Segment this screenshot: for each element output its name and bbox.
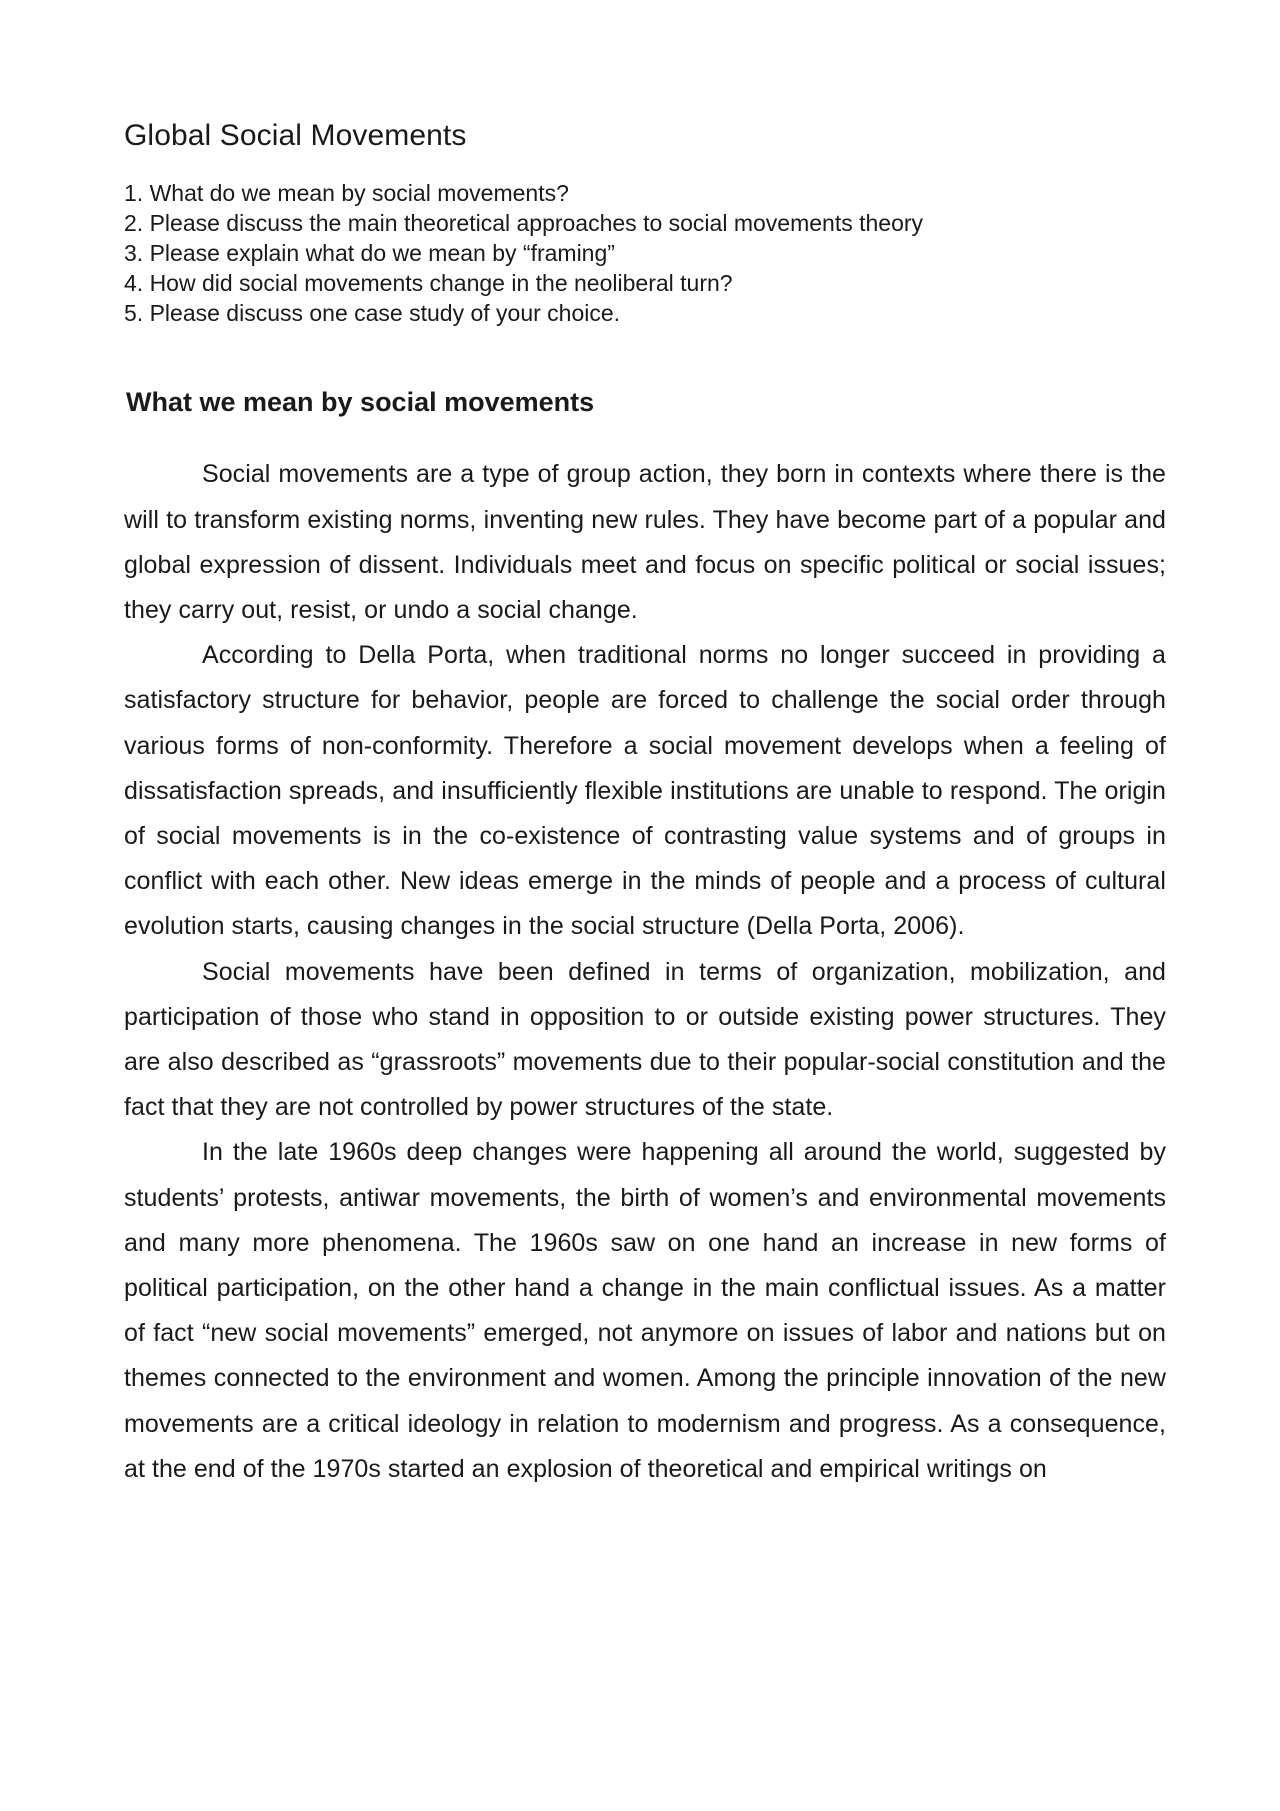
question-item: 3. Please explain what do we mean by “framing” <box>124 240 615 266</box>
question-item: 5. Please discuss one case study of your choice. <box>124 300 621 326</box>
document-title: Global Social Movements <box>124 119 467 152</box>
question-list <box>124 178 1166 328</box>
body-paragraph: Social movements have been defined in terms of organization, mobilization, and participation of those who stand in opposition to or outside existing power structures. They are also described as “grassroots” movements due to their popular-social constitution and the fact that they are not controlled by power structures of the state. <box>124 957 1166 1122</box>
section-heading: What we mean by social movements <box>126 387 595 417</box>
question-item: 4. How did social movements change in the neoliberal turn? <box>124 270 733 296</box>
document-page <box>124 118 1166 1492</box>
section-body <box>124 452 1166 1492</box>
body-paragraph: According to Della Porta, when traditional norms no longer succeed in providing a satisfactory structure for behavior, people are forced to challenge the social order through various forms of non-conformity. Therefore a social movement develops when a feeling of dissatisfaction spreads, and insufficiently flexible institutions are unable to respond. The origin of social movements is in the co-existence of contrasting value systems and of groups in conflict with each other. New ideas emerge in the minds of people and a process of cultural evolution starts, causing changes in the social structure (Della Porta, 2006). <box>124 641 1166 941</box>
question-item: 1. What do we mean by social movements? <box>124 180 569 206</box>
question-item: 2. Please discuss the main theoretical approaches to social movements theory <box>124 210 924 236</box>
body-paragraph: In the late 1960s deep changes were happening all around the world, suggested by students’ protests, antiwar movements, the birth of women’s and environmental movements and many more phenomena. The 1960s saw on one hand an increase in new forms of political participation, on the other hand a change in the main conflictual issues. As a matter of fact “new social movements” emerged, not anymore on issues of labor and nations but on themes connected to the environment and women. Among the principle innovation of the new movements are a critical ideology in relation to modernism and progress. As a consequence, at the end of the 1970s started an explosion of theoretical and empirical writings on <box>124 1138 1166 1483</box>
body-paragraph: Social movements are a type of group action, they born in contexts where there is the will to transform existing norms, inventing new rules. They have become part of a popular and global expression of dissent. Individuals meet and focus on specific political or social issues; they carry out, resist, or undo a social change. <box>124 460 1166 624</box>
